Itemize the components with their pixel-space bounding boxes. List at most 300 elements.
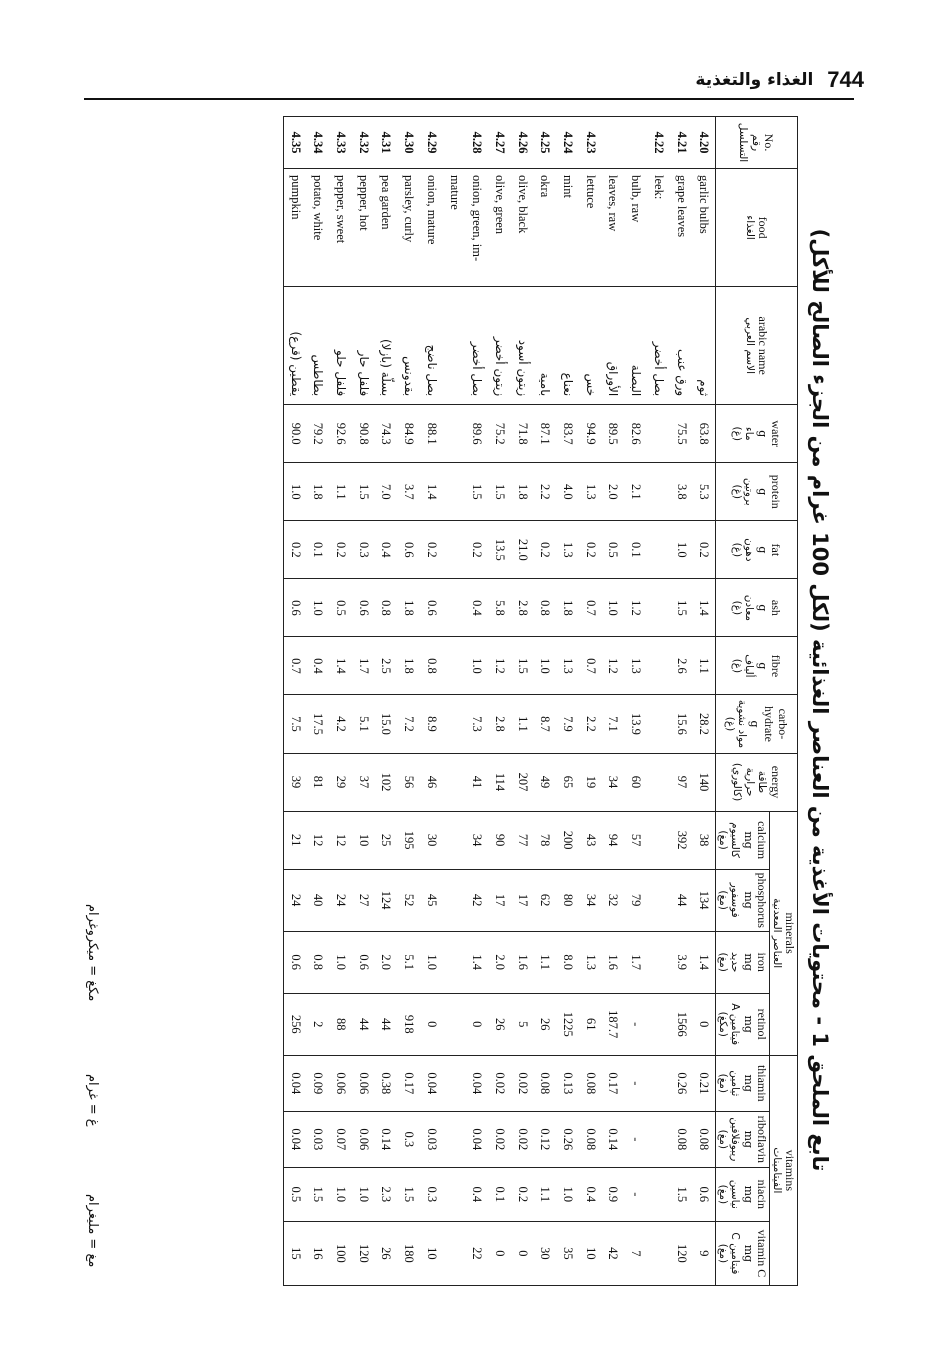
col-vitc-unit: mg (741, 1244, 755, 1263)
phosphorus-value: 79 (624, 869, 647, 931)
fibre-value: 1.2 (602, 637, 625, 695)
vitamin-c-value: 100 (329, 1221, 352, 1285)
phosphorus-value: 42 (466, 869, 489, 931)
vitamin-c-value: 10 (579, 1221, 602, 1285)
niacin-value (443, 1167, 466, 1221)
table-row (624, 117, 647, 1286)
calcium-value: 43 (579, 811, 602, 869)
vitamin-c-value: 7 (624, 1221, 647, 1285)
carbohydrate-value: 7.9 (556, 695, 579, 753)
niacin-value: 1.5 (670, 1167, 693, 1221)
col-iron-ar: حديد (729, 951, 742, 973)
food-name: okra (534, 169, 557, 287)
retinol-value: - (624, 993, 647, 1055)
carbohydrate-value: 15.6 (670, 695, 693, 753)
minerals-ar: العناصر المعدنية (770, 898, 783, 969)
retinol-value: 0 (693, 993, 716, 1055)
water-value: 90.8 (352, 405, 375, 463)
retinol-value: 0 (466, 993, 489, 1055)
niacin-value: 0.2 (511, 1167, 534, 1221)
iron-value: 1.3 (579, 931, 602, 993)
niacin-value: 0.6 (693, 1167, 716, 1221)
col-riboflavin-header (716, 1111, 770, 1167)
energy-value: 41 (466, 753, 489, 811)
row-number: 4.26 (511, 117, 534, 169)
niacin-value: 1.0 (556, 1167, 579, 1221)
vitamin-c-value: 26 (375, 1221, 398, 1285)
col-ash-ar: معادن (743, 594, 756, 622)
col-ash-sym: (غ) (730, 600, 743, 616)
food-name: leaves, raw (602, 169, 625, 287)
carbohydrate-value: 5.1 (352, 695, 375, 753)
retinol-value: 0 (420, 993, 443, 1055)
retinol-value: 5 (511, 993, 534, 1055)
row-number: 4.21 (670, 117, 693, 169)
phosphorus-value: 134 (693, 869, 716, 931)
col-protein-ar: بروتين (743, 477, 756, 506)
carbohydrate-value: 8.9 (420, 695, 443, 753)
col-water-header (716, 405, 798, 463)
col-iron-en: iron (755, 952, 770, 972)
col-carb-sym: (غ) (723, 716, 736, 732)
riboflavin-value: 0.12 (534, 1111, 557, 1167)
col-retinol-en: retinol (755, 1008, 770, 1040)
fat-value: 0.2 (466, 521, 489, 579)
vitamin-c-value: 42 (602, 1221, 625, 1285)
arabic-name: ورق عنب (670, 287, 693, 405)
table-row (670, 117, 693, 1286)
col-energy-header (716, 753, 798, 811)
thiamin-value (647, 1055, 670, 1111)
fibre-value: 1.8 (397, 637, 420, 695)
niacin-value: 0.1 (488, 1167, 511, 1221)
riboflavin-value: 0.03 (307, 1111, 330, 1167)
riboflavin-value: 0.02 (488, 1111, 511, 1167)
riboflavin-value: 0.3 (397, 1111, 420, 1167)
row-number: 4.34 (307, 117, 330, 169)
table-row (693, 117, 716, 1286)
carbohydrate-value: 7.3 (466, 695, 489, 753)
fibre-value: 1.0 (534, 637, 557, 695)
col-thiamin-ar: ثيامين (729, 1070, 742, 1097)
table-row (534, 117, 557, 1286)
carbohydrate-value: 15.0 (375, 695, 398, 753)
fat-value: 0.2 (579, 521, 602, 579)
col-protein-header (716, 463, 798, 521)
col-carb-ar: مواد نشوية (736, 699, 749, 749)
phosphorus-value: 40 (307, 869, 330, 931)
water-value: 82.6 (624, 405, 647, 463)
ash-value: 1.0 (602, 579, 625, 637)
table-body (283, 117, 715, 1286)
table-row (397, 117, 420, 1286)
thiamin-value: 0.02 (511, 1055, 534, 1111)
protein-value: 3.7 (397, 463, 420, 521)
protein-value: 1.5 (352, 463, 375, 521)
fibre-value: 1.5 (511, 637, 534, 695)
protein-value (647, 463, 670, 521)
water-value: 88.1 (420, 405, 443, 463)
protein-value: 2.2 (534, 463, 557, 521)
calcium-value: 77 (511, 811, 534, 869)
carbohydrate-value: 2.8 (488, 695, 511, 753)
minerals-group-header (770, 811, 798, 1055)
ash-value: 1.8 (397, 579, 420, 637)
niacin-value: 1.5 (307, 1167, 330, 1221)
protein-value: 1.4 (420, 463, 443, 521)
thiamin-value: 0.26 (670, 1055, 693, 1111)
col-phosphorus-unit: mg (741, 891, 755, 909)
food-name: pepper, sweet (329, 169, 352, 287)
table-row (466, 117, 489, 1286)
col-carb-header (716, 695, 798, 753)
fibre-value: 0.7 (579, 637, 602, 695)
col-thiamin-unit: mg (741, 1074, 755, 1093)
vitamins-ar: الفيتامينات (770, 1147, 783, 1194)
food-name: lettuce (579, 169, 602, 287)
iron-value: 1.4 (693, 931, 716, 993)
row-number (624, 117, 647, 169)
col-vitc-sym: (مغ) (716, 1243, 729, 1264)
riboflavin-value (443, 1111, 466, 1167)
arabic-name: بامية (534, 287, 557, 405)
thiamin-value: - (624, 1055, 647, 1111)
table-caption: تابع الملحق 1 - محتويات الأغذية من العناصر الغذائية (لكل 100 غرام من الجزء الصالح للأكل) (808, 228, 832, 1172)
table-row (647, 117, 670, 1286)
thiamin-value: 0.17 (397, 1055, 420, 1111)
calcium-value: 10 (352, 811, 375, 869)
calcium-value: 90 (488, 811, 511, 869)
ash-value: 0.6 (352, 579, 375, 637)
col-food-header (716, 169, 798, 287)
water-value: 92.6 (329, 405, 352, 463)
riboflavin-value: 0.26 (556, 1111, 579, 1167)
food-name: grape leaves (670, 169, 693, 287)
ash-value: 0.5 (329, 579, 352, 637)
protein-value: 1.0 (283, 463, 306, 521)
energy-value (647, 753, 670, 811)
row-number: 4.20 (693, 117, 716, 169)
energy-value: 49 (534, 753, 557, 811)
footnotes (70, 904, 100, 1324)
col-arabic-en: arabic name (756, 316, 771, 375)
water-value: 89.5 (602, 405, 625, 463)
carbohydrate-value: 2.2 (579, 695, 602, 753)
iron-value: 1.0 (329, 931, 352, 993)
phosphorus-value (443, 869, 466, 931)
col-iron-header (716, 931, 770, 993)
vitamins-group-header (770, 1055, 798, 1285)
fibre-value: 0.7 (283, 637, 306, 695)
energy-value: 46 (420, 753, 443, 811)
ash-value: 0.6 (420, 579, 443, 637)
fat-value: 1.0 (670, 521, 693, 579)
protein-value: 1.5 (466, 463, 489, 521)
arabic-name: بصل ناضج (420, 287, 443, 405)
fibre-value: 1.7 (352, 637, 375, 695)
phosphorus-value: 27 (352, 869, 375, 931)
retinol-value: 26 (488, 993, 511, 1055)
col-retinol-header (716, 993, 770, 1055)
food-name: mature (443, 169, 466, 287)
rotated-table-page (120, 110, 840, 1290)
iron-value: 1.6 (511, 931, 534, 993)
thiamin-value: 0.08 (534, 1055, 557, 1111)
food-name: onion, green, im- (466, 169, 489, 287)
thiamin-value: 0.04 (466, 1055, 489, 1111)
phosphorus-value: 124 (375, 869, 398, 931)
protein-value: 4.0 (556, 463, 579, 521)
arabic-name: نعناع (556, 287, 579, 405)
riboflavin-value: 0.04 (283, 1111, 306, 1167)
retinol-value: 61 (579, 993, 602, 1055)
niacin-value: 1.0 (329, 1167, 352, 1221)
fat-value: 0.2 (534, 521, 557, 579)
header-rule (84, 98, 854, 100)
food-name: mint (556, 169, 579, 287)
riboflavin-value: 0.02 (511, 1111, 534, 1167)
row-number: 4.30 (397, 117, 420, 169)
energy-value: 81 (307, 753, 330, 811)
ash-value: 0.8 (375, 579, 398, 637)
food-name: onion, mature (420, 169, 443, 287)
thiamin-value: 0.13 (556, 1055, 579, 1111)
food-name: bulb, raw (624, 169, 647, 287)
fibre-value: 0.8 (420, 637, 443, 695)
row-number: 4.24 (556, 117, 579, 169)
col-riboflavin-sym: (مغ) (716, 1129, 729, 1150)
fat-value: 0.1 (307, 521, 330, 579)
fibre-value (647, 637, 670, 695)
retinol-value: 2 (307, 993, 330, 1055)
calcium-value: 25 (375, 811, 398, 869)
thiamin-value: 0.06 (329, 1055, 352, 1111)
phosphorus-value: 62 (534, 869, 557, 931)
water-value: 87.1 (534, 405, 557, 463)
col-calcium-header (716, 811, 770, 869)
col-food-en: food (756, 216, 771, 239)
vitamin-c-value: 10 (420, 1221, 443, 1285)
phosphorus-value: 24 (329, 869, 352, 931)
phosphorus-value: 80 (556, 869, 579, 931)
row-number: 4.29 (420, 117, 443, 169)
col-phosphorus-sym: (مغ) (716, 890, 729, 910)
arabic-name: يقطين (قرع) (283, 287, 306, 405)
vitamin-c-value (443, 1221, 466, 1285)
table-row (511, 117, 534, 1286)
iron-value: 1.4 (466, 931, 489, 993)
col-ash-header (716, 579, 798, 637)
col-riboflavin-ar: ريبوفلافين (729, 1117, 742, 1162)
row-number: 4.25 (534, 117, 557, 169)
iron-value: 0.6 (352, 931, 375, 993)
niacin-value: 0.3 (420, 1167, 443, 1221)
col-no-header (716, 117, 798, 169)
col-energy-ar: طاقة حرارية (743, 767, 769, 797)
fat-value: 0.3 (352, 521, 375, 579)
arabic-name: زيتون أسود (511, 287, 534, 405)
col-fat-ar: دهون (743, 538, 756, 562)
col-fibre-en: fibre (769, 654, 784, 678)
riboflavin-value: 0.03 (420, 1111, 443, 1167)
retinol-value: 44 (375, 993, 398, 1055)
fibre-value: 2.6 (670, 637, 693, 695)
retinol-value (647, 993, 670, 1055)
row-number: 4.22 (647, 117, 670, 169)
calcium-value: 57 (624, 811, 647, 869)
protein-value: 2.0 (602, 463, 625, 521)
water-value: 84.9 (397, 405, 420, 463)
niacin-value: 0.9 (602, 1167, 625, 1221)
ash-value: 1.8 (556, 579, 579, 637)
carbohydrate-value (647, 695, 670, 753)
ash-value: 1.4 (693, 579, 716, 637)
phosphorus-value (647, 869, 670, 931)
vitamin-c-value: 15 (283, 1221, 306, 1285)
thiamin-value: 0.04 (420, 1055, 443, 1111)
food-name: pea garden (375, 169, 398, 287)
carbohydrate-value: 17.5 (307, 695, 330, 753)
fibre-value: 2.5 (375, 637, 398, 695)
water-value: 74.3 (375, 405, 398, 463)
col-protein-unit: g (755, 488, 769, 496)
food-name: garlic bulbs (693, 169, 716, 287)
col-fat-sym: (غ) (730, 542, 743, 558)
fibre-value: 1.2 (488, 637, 511, 695)
calcium-value: 195 (397, 811, 420, 869)
arabic-name: بصل أخضر (647, 287, 670, 405)
ash-value: 1.5 (670, 579, 693, 637)
col-arabic-ar: الاسم العربي (743, 317, 756, 375)
water-value: 75.5 (670, 405, 693, 463)
vitamin-c-value: 120 (670, 1221, 693, 1285)
calcium-value: 34 (466, 811, 489, 869)
ash-value: 1.0 (307, 579, 330, 637)
riboflavin-value: 0.14 (375, 1111, 398, 1167)
row-number: 4.32 (352, 117, 375, 169)
carbohydrate-value: 8.7 (534, 695, 557, 753)
col-vitc-ar: فيتامين C (729, 1232, 742, 1275)
footnote-g: غ = غرام (85, 1074, 100, 1127)
table-row (420, 117, 443, 1286)
niacin-value (647, 1167, 670, 1221)
col-no-ar: رقم (750, 133, 763, 152)
col-niacin-header (716, 1167, 770, 1221)
iron-value: 2.0 (375, 931, 398, 993)
fibre-value: 0.4 (307, 637, 330, 695)
iron-value: 1.7 (624, 931, 647, 993)
col-vitc-en: vitamin C (755, 1229, 770, 1278)
retinol-value: 1225 (556, 993, 579, 1055)
col-retinol-unit: mg (741, 1015, 755, 1033)
water-value: 75.2 (488, 405, 511, 463)
col-thiamin-sym: (مغ) (716, 1073, 729, 1093)
fibre-value (443, 637, 466, 695)
niacin-value: 0.4 (466, 1167, 489, 1221)
table-row (602, 117, 625, 1286)
ash-value (647, 579, 670, 637)
arabic-name: بصل أخضر (466, 287, 489, 405)
col-energy-sym: (كالوري) (731, 762, 744, 802)
energy-value: 65 (556, 753, 579, 811)
arabic-name (443, 287, 466, 405)
fat-value: 0.4 (375, 521, 398, 579)
carbohydrate-value: 7.2 (397, 695, 420, 753)
col-energy-en: energy (768, 765, 783, 799)
ash-value: 0.8 (534, 579, 557, 637)
retinol-value: 26 (534, 993, 557, 1055)
energy-value: 56 (397, 753, 420, 811)
col-ash-en: ash (769, 599, 784, 616)
ash-value: 0.6 (283, 579, 306, 637)
food-name: olive, black (511, 169, 534, 287)
carbohydrate-value: 7.1 (602, 695, 625, 753)
thiamin-value: 0.21 (693, 1055, 716, 1111)
calcium-value (443, 811, 466, 869)
arabic-name: فلفل حلو (329, 287, 352, 405)
protein-value: 2.1 (624, 463, 647, 521)
col-fat-header (716, 521, 798, 579)
ash-value: 1.2 (624, 579, 647, 637)
carbohydrate-value: 1.1 (511, 695, 534, 753)
col-carb-unit: g (748, 720, 762, 728)
fat-value (443, 521, 466, 579)
row-number: 4.28 (466, 117, 489, 169)
energy-value: 29 (329, 753, 352, 811)
niacin-value: - (624, 1167, 647, 1221)
arabic-name: فلفل حار (352, 287, 375, 405)
fat-value: 0.2 (283, 521, 306, 579)
phosphorus-value: 17 (488, 869, 511, 931)
retinol-value: 44 (352, 993, 375, 1055)
col-fat-en: fat (769, 543, 784, 557)
iron-value: 3.9 (670, 931, 693, 993)
col-vitc-header (716, 1221, 770, 1285)
fat-value: 0.2 (329, 521, 352, 579)
calcium-value: 12 (307, 811, 330, 869)
thiamin-value (443, 1055, 466, 1111)
row-number: 4.35 (283, 117, 306, 169)
phosphorus-value: 17 (511, 869, 534, 931)
col-retinol-sym: (مكغ) (716, 1011, 729, 1037)
fibre-value: 1.3 (624, 637, 647, 695)
col-fibre-ar: ألياف (743, 654, 756, 678)
ash-value (443, 579, 466, 637)
calcium-value: 21 (283, 811, 306, 869)
col-fat-unit: g (755, 546, 769, 554)
col-retinol-ar: فيتامين A (729, 1003, 742, 1046)
iron-value (443, 931, 466, 993)
col-phosphorus-en: phosphorus (755, 872, 770, 928)
table-row (283, 117, 306, 1286)
vitamin-c-value (647, 1221, 670, 1285)
table-row (488, 117, 511, 1286)
vitamin-c-value: 16 (307, 1221, 330, 1285)
arabic-name: الأوراق (602, 287, 625, 405)
phosphorus-value: 32 (602, 869, 625, 931)
thiamin-value: 0.38 (375, 1055, 398, 1111)
col-niacin-unit: mg (741, 1185, 755, 1204)
row-number: 4.31 (375, 117, 398, 169)
calcium-value: 30 (420, 811, 443, 869)
arabic-name: زيتون أخضر (488, 287, 511, 405)
col-arabic-header (716, 287, 798, 405)
col-calcium-ar: كالسيوم (729, 822, 742, 858)
vitamin-c-value: 0 (511, 1221, 534, 1285)
riboflavin-value: 0.04 (466, 1111, 489, 1167)
thiamin-value: 0.06 (352, 1055, 375, 1111)
col-niacin-en: niacin (755, 1179, 770, 1209)
